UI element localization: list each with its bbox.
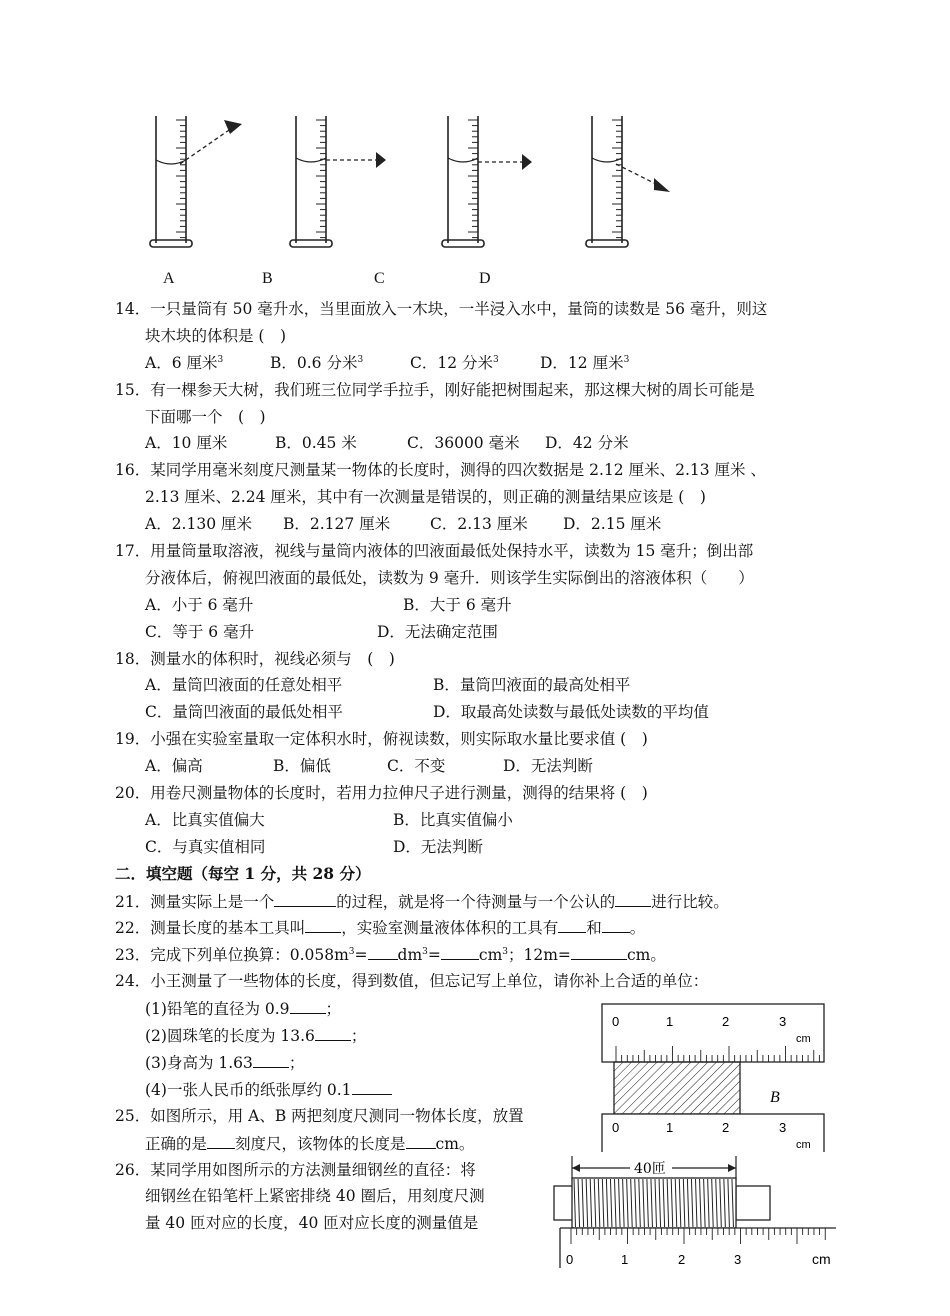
q16-line2: 2.13 厘米、2.24 厘米，其中有一次测量是错误的，则正确的测量结果应该是 ( ) [145,488,706,507]
label-a: A [163,270,175,287]
cylinder-c [432,108,562,258]
q17-line2: 分液体后，俯视凹液面的最低处，读数为 9 毫升．则该学生实际倒出的溶液体积（ ） [145,568,754,587]
cylinder-b [280,108,410,258]
q22-blank-2[interactable] [558,914,586,933]
q24-item-2: (2)圆珠笔的长度为 13.6 ； [115,1022,855,1049]
cylinder-labels [0,270,950,294]
q23-blank-3[interactable] [571,941,627,960]
label-c: C [374,270,385,287]
q15-option-d: D．42 分米 [545,434,629,453]
q25-line1: 25．如图所示，用 A、B 两把刻度尺测同一物体长度，放置 [115,1106,524,1125]
q14-option-d: D．12 厘米$^3$ [540,353,630,372]
q17-option-d: D．无法确定范围 [377,622,498,641]
coil-tick-1: 1 [621,1252,629,1267]
q24-blank-4[interactable] [352,1076,392,1095]
q15-option-b: B．0.45 米 [275,434,357,453]
coil-tick-0: 0 [566,1252,574,1267]
q25-blank-2[interactable] [406,1130,436,1149]
q26-line1: 26．某同学用如图所示的方法测量细钢丝的直径：将 [115,1160,476,1179]
ruler-a-unit: cm [796,1033,811,1045]
ruler-b-tick-3: 3 [779,1120,787,1135]
q19-options [115,753,855,780]
coil-figure [550,1150,840,1270]
q15-options [115,430,855,457]
ruler-b-tick-1: 1 [666,1120,674,1135]
ruler-b-label: B [770,1089,780,1106]
q18-option-b: B．量筒凹液面的最高处相平 [433,676,631,695]
q16-option-b: B．2.127 厘米 [283,515,391,534]
q14-options [115,350,855,377]
q25-line2: 正确的是 刻度尺，该物体的长度是 cm。 [115,1130,855,1157]
q19-option-d: D．无法判断 [503,757,593,776]
coil-label: 40匝 [634,1161,666,1177]
cylinder-d [576,108,706,258]
q26-line3: 量 40 匝对应的长度，40 匝对应长度的测量值是 [145,1214,479,1233]
q14-line1: 14．一只量筒有 50 毫升水，当里面放入一木块，一半浸入水中，量筒的读数是 56 毫升，则这 [115,300,768,318]
ruler-a-tick-2: 2 [722,1014,730,1029]
ruler-b-tick-0: 0 [612,1120,620,1135]
q20-options-row2 [115,834,855,861]
q16-line1: 16．某同学用毫米刻度尺测量某一物体的长度时，测得的四次数据是 2.12 厘米、2.13 厘米 、 [115,461,766,480]
q14-option-c: C．12 分米$^3$ [410,353,499,372]
coil-unit: cm [812,1251,831,1267]
q17-options-row2 [115,619,855,646]
q20-option-a: A．比真实值偏大 [145,810,265,829]
q25-blank-1[interactable] [207,1130,235,1149]
q24-item-1: (1)铅笔的直径为 0.9 ； [115,995,855,1022]
q23-blank-2[interactable] [441,941,479,960]
q24-line1: 24．小王测量了一些物体的长度，得到数值，但忘记写上单位，请你补上合适的单位： [115,972,709,991]
q20-option-c: C．与真实值相同 [145,837,266,856]
q17-options-row1 [115,592,855,619]
q24-blank-3[interactable] [253,1049,289,1068]
label-b: B [262,270,273,287]
q17-option-b: B．大于 6 毫升 [403,595,512,614]
q21-blank-1[interactable] [274,888,336,907]
q16-option-d: D．2.15 厘米 [563,515,662,534]
q22: 22．测量长度的基本工具叫 ，实验室测量液体体积的工具有 和 。 [115,914,855,941]
q24-item-4: (4)一张人民币的纸张厚约 0.1 [115,1076,855,1103]
q22-blank-1[interactable] [305,914,341,933]
q20-option-d: D．无法判断 [393,837,483,856]
measured-object [614,1062,740,1114]
q18-line1: 18．测量水的体积时，视线必须与 ( ) [115,649,395,668]
q19-line1: 19．小强在实验室量取一定体积水时，俯视读数，则实际取水量比要求值 ( ) [115,730,648,749]
coil-tick-2: 2 [678,1252,686,1267]
cylinder-a [140,108,270,258]
q20-option-b: B．比真实值偏小 [393,810,513,829]
q14-option-b: B．0.6 分米$^3$ [270,353,364,372]
q14-option-a: A．6 厘米$^3$ [145,353,224,372]
q18-options-row1 [115,672,855,699]
q19-option-a: A．偏高 [145,757,203,776]
q20-options-row1 [115,807,855,834]
q22-blank-3[interactable] [602,914,630,933]
q18-option-c: C．量筒凹液面的最低处相平 [145,703,343,722]
q15-option-a: A．10 厘米 [145,434,228,453]
ruler-b-tick-2: 2 [722,1120,730,1135]
ruler-a-tick-3: 3 [779,1014,787,1029]
coil-tick-3: 3 [734,1252,742,1267]
q16-options [115,511,855,538]
q17-line1: 17．用量筒量取溶液，视线与量筒内液体的凹液面最低处保持水平，读数为 15 毫升；倒出部 [115,542,754,561]
q21-blank-2[interactable] [615,888,651,907]
q23: 23．完成下列单位换算：$0.058m^3= dm^3= cm^3$；12m= cm。 [115,941,855,968]
q24-item-3: (3)身高为 1.63 ； [115,1049,855,1076]
q16-option-a: A．2.130 厘米 [145,515,252,534]
q20-line1: 20．用卷尺测量物体的长度时，若用力拉伸尺子进行测量，测得的结果将 ( ) [115,784,648,803]
q18-option-d: D．取最高处读数与最低处读数的平均值 [433,703,709,722]
q18-option-a: A．量筒凹液面的任意处相平 [145,676,343,695]
q17-option-c: C．等于 6 毫升 [145,622,255,641]
q17-option-a: A．小于 6 毫升 [145,595,254,614]
ruler-figure [598,1002,828,1152]
q16-option-c: C．2.13 厘米 [430,515,528,534]
q15-line1: 15．有一棵参天大树，我们班三位同学手拉手，刚好能把树围起来，那这棵大树的周长可能是 [115,380,755,399]
q24-blank-1[interactable] [290,995,326,1014]
cylinder-figure-row [140,108,700,258]
label-d: D [479,270,491,287]
q19-option-b: B．偏低 [273,757,331,776]
q23-blank-1[interactable] [368,941,398,960]
q26-line2: 细钢丝在铅笔杆上紧密排绕 40 圈后，用刻度尺测 [145,1187,485,1206]
ruler-a-tick-0: 0 [612,1014,620,1029]
q15-line2: 下面哪一个 ( ) [145,407,266,426]
q19-option-c: C．不变 [387,757,446,776]
q15-option-c: C．36000 毫米 [407,434,520,453]
q21: 21．测量实际上是一个 的过程，就是将一个待测量与一个公认的 进行比较。 [115,888,855,915]
ruler-a-tick-1: 1 [666,1014,674,1029]
q24-blank-2[interactable] [315,1022,351,1041]
ruler-b-unit: cm [796,1139,811,1151]
q14-line2: 块木块的体积是 ( ) [145,326,287,345]
section-2-heading: 二．填空题（每空 1 分，共 28 分） [115,863,371,883]
q18-options-row2 [115,699,855,726]
